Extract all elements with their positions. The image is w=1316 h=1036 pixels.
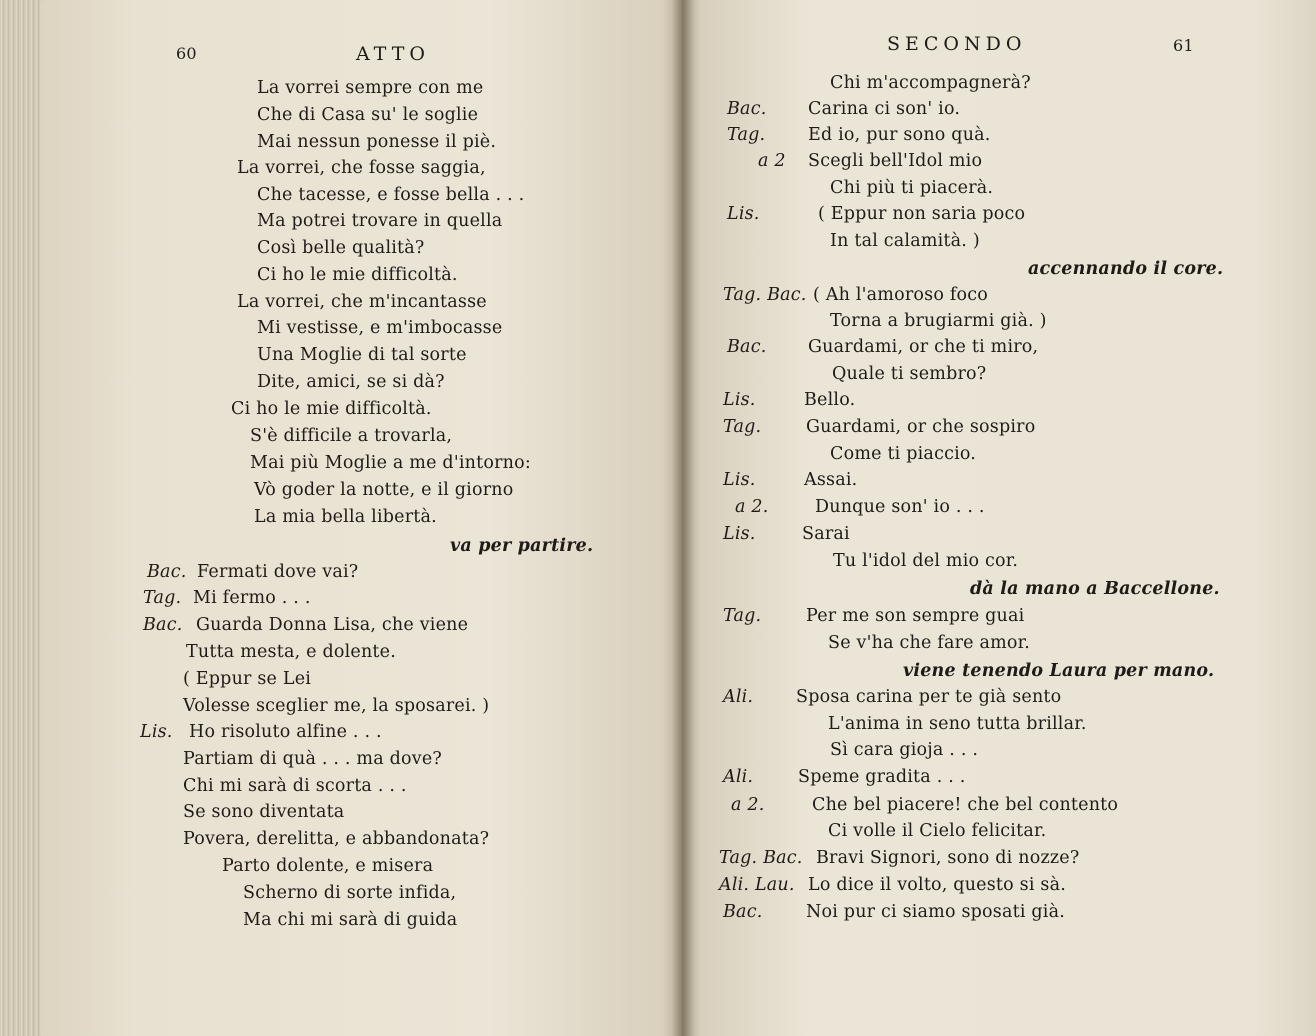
right-running-head: SECONDO (887, 33, 1027, 55)
speaker-label: Tag. (723, 417, 762, 437)
verse-line: Mai nessun ponesse il piè. (257, 132, 497, 152)
verse-line: Bello. (804, 390, 856, 410)
stage-direction: viene tenendo Laura per mano. (903, 661, 1215, 681)
speaker-label: Bac. (143, 615, 183, 635)
verse-line: Chi m'accompagnerà? (830, 73, 1031, 93)
verse-line: Ed io, pur sono quà. (808, 125, 991, 145)
verse-line: Quale ti sembro? (832, 364, 987, 384)
verse-line: Chi più ti piacerà. (830, 178, 994, 198)
verse-line: Vò goder la notte, e il giorno (254, 480, 514, 500)
speaker-label: Ali. (723, 687, 754, 707)
verse-line: ( Eppur non saria poco (818, 204, 1026, 224)
verse-line: Scegli bell'Idol mio (808, 151, 983, 171)
verse-line: Dunque son' io . . . (815, 497, 985, 517)
speaker-label: Tag. (723, 606, 762, 626)
speaker-label: a 2 (758, 151, 786, 171)
speaker-label: Bac. (723, 902, 763, 922)
speaker-label: Lis. (723, 390, 756, 410)
verse-line: Ma chi mi sarà di guida (243, 910, 458, 930)
verse-line: Come ti piaccio. (830, 444, 977, 464)
speaker-label: Lis. (723, 470, 756, 490)
stage-direction: dà la mano a Baccellone. (970, 579, 1220, 599)
verse-line: Scherno di sorte infida, (243, 883, 457, 903)
speaker-label: Ali. Lau. (719, 875, 795, 895)
verse-line: Volesse sceglier me, la sposarei. ) (183, 696, 490, 716)
verse-line: L'anima in seno tutta brillar. (828, 714, 1087, 734)
verse-line: Per me son sempre guai (806, 606, 1025, 626)
verse-line: Assai. (804, 470, 858, 490)
speaker-label: Bac. (147, 562, 187, 582)
verse-line: Che tacesse, e fosse bella . . . (257, 185, 525, 205)
verse-line: Ci ho le mie difficoltà. (231, 399, 432, 419)
left-running-head: ATTO (356, 43, 430, 65)
right-page-number: 61 (1173, 36, 1194, 55)
speaker-label: a 2. (735, 497, 769, 517)
speaker-label: Tag. (143, 588, 182, 608)
verse-line: Speme gradita . . . (798, 767, 966, 787)
verse-line: Torna a brugiarmi già. ) (830, 311, 1047, 331)
verse-line: ( Eppur se Lei (183, 669, 312, 689)
verse-line: Una Moglie di tal sorte (257, 345, 467, 365)
book-gutter (672, 0, 694, 1036)
verse-line: Mi vestisse, e m'imbocasse (257, 318, 503, 338)
verse-line: La vorrei, che m'incantasse (237, 292, 487, 312)
verse-line: Che bel piacere! che bel contento (812, 795, 1119, 815)
speaker-label: Lis. (723, 524, 756, 544)
verse-line: Tu l'idol del mio cor. (833, 551, 1019, 571)
verse-line: Se v'ha che fare amor. (828, 633, 1031, 653)
verse-line: Carina ci son' io. (808, 99, 961, 119)
speaker-label: Lis. (727, 204, 760, 224)
verse-line: Ci ho le mie difficoltà. (257, 265, 458, 285)
verse-line: Dite, amici, se si dà? (257, 372, 445, 392)
verse-line: Fermati dove vai? (197, 562, 359, 582)
speaker-label: Bac. (727, 99, 767, 119)
speaker-label: Tag. Bac. (723, 285, 807, 305)
verse-line: Tutta mesta, e dolente. (186, 642, 396, 662)
speaker-label: Lis. (140, 722, 173, 742)
stage-direction: va per partire. (450, 536, 594, 556)
verse-line: Se sono diventata (183, 802, 345, 822)
verse-line: Bravi Signori, sono di nozze? (816, 848, 1080, 868)
verse-line: Mi fermo . . . (193, 588, 311, 608)
verse-line: La mia bella libertà. (254, 507, 437, 527)
verse-line: Lo dice il volto, questo si sà. (808, 875, 1066, 895)
stage-direction: accennando il core. (1028, 259, 1224, 279)
verse-line: La vorrei sempre con me (257, 78, 484, 98)
verse-line: Povera, derelitta, e abbandonata? (183, 829, 490, 849)
verse-line: Guarda Donna Lisa, che viene (196, 615, 469, 635)
verse-line: Parto dolente, e misera (222, 856, 434, 876)
page-edges (0, 0, 44, 1036)
verse-line: In tal calamità. ) (830, 231, 980, 251)
speaker-label: Tag. Bac. (719, 848, 803, 868)
left-page-number: 60 (176, 44, 197, 63)
speaker-label: Bac. (727, 337, 767, 357)
speaker-label: Ali. (723, 767, 754, 787)
verse-line: Sposa carina per te già sento (796, 687, 1062, 707)
verse-line: Sarai (802, 524, 850, 544)
verse-line: Ma potrei trovare in quella (257, 211, 503, 231)
verse-line: La vorrei, che fosse saggia, (237, 158, 486, 178)
verse-line: Che di Casa su' le soglie (257, 105, 479, 125)
verse-line: S'è difficile a trovarla, (250, 426, 453, 446)
speaker-label: a 2. (731, 795, 765, 815)
verse-line: Ci volle il Cielo felicitar. (828, 821, 1047, 841)
verse-line: ( Ah l'amoroso foco (813, 285, 988, 305)
verse-line: Chi mi sarà di scorta . . . (183, 776, 407, 796)
verse-line: Sì cara gioja . . . (830, 740, 979, 760)
speaker-label: Tag. (727, 125, 766, 145)
verse-line: Ho risoluto alfine . . . (189, 722, 382, 742)
verse-line: Guardami, or che ti miro, (808, 337, 1039, 357)
verse-line: Guardami, or che sospiro (806, 417, 1036, 437)
verse-line: Così belle qualità? (257, 238, 425, 258)
verse-line: Noi pur ci siamo sposati già. (806, 902, 1065, 922)
verse-line: Mai più Moglie a me d'intorno: (250, 453, 531, 473)
verse-line: Partiam di quà . . . ma dove? (183, 749, 442, 769)
